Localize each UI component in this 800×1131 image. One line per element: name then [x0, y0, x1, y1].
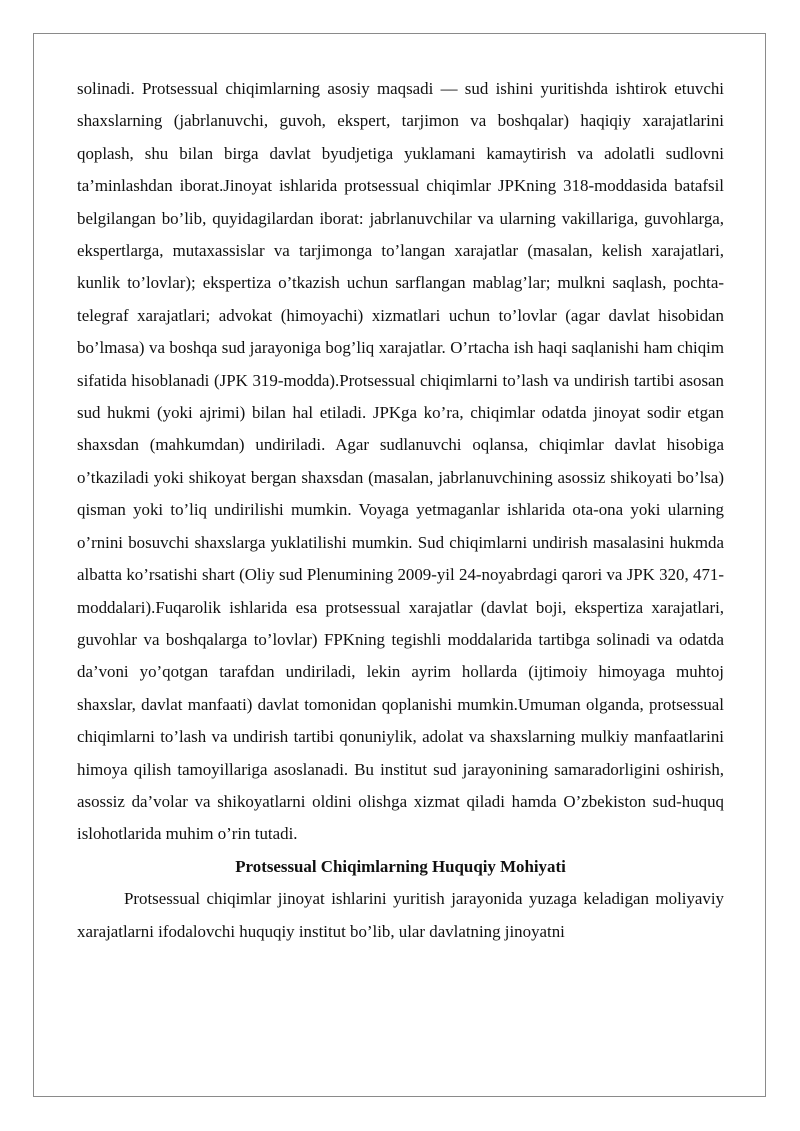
section-heading: Protsessual Chiqimlarning Huquqiy Mohiyati: [235, 856, 566, 876]
document-body: [77, 73, 724, 948]
body-paragraph: solinadi. Protsessual chiqimlarning asosiy maqsadi — sud ishini yuritishda ishtirok etuvchi shaxslarning (jabrlanuvchi, guvoh, ekspert, tarjimon va boshqalar) haqiqiy xarajatlarini qoplash, shu bilan birga davlat byudjetiga yuklamani kamaytirish va adolatli sudlovni ta’minlashdan iborat.Jinoyat ishlarida protsessual chiqimlar JPKning 318-moddasida batafsil belgilangan bo’lib, quyidagilardan iborat: jabrlanuvchilar va ularning vakillariga, guvohlarga, ekspertlarga, mutaxassislar va tarjimonga to’langan xarajatlar (masalan, kelish xarajatlari, kunlik to’lovlar); ekspertiza o’tkazish uchun sarflangan mablag’lar; mulkni saqlash, pochta-telegraf xarajatlari; advokat (himoyachi) xizmatlari uchun to’lovlar (agar davlat hisobidan bo’lmasa) va boshqa sud jarayoniga bog’liq xarajatlar. O’rtacha ish haqi saqlanishi ham chiqim sifatida hisoblanadi (JPK 319-modda).Protsessual chiqimlarni to’lash va undirish tartibi asosan sud hukmi (yoki ajrimi) bilan hal etiladi. JPKga ko’ra, chiqimlar odatda jinoyat sodir etgan shaxsdan (mahkumdan) undiriladi. Agar sudlanuvchi oqlansa, chiqimlar davlat hisobiga o’tkaziladi yoki shikoyat bergan shaxsdan (masalan, jabrlanuvchining asossiz shikoyati bo’lsa) qisman yoki to’liq undirilishi mumkin. Voyaga yetmaganlar ishlarida ota-ona yoki ularning o’rnini bosuvchi shaxslarga yuklatilishi mumkin. Sud chiqimlarni undirish masalasini hukmda albatta ko’rsatishi shart (Oliy sud Plenumining 2009-yil 24-noyabrdagi qarori va JPK 320, 471-moddalari).Fuqarolik ishlarida esa protsessual xarajatlar (davlat boji, ekspertiza xarajatlari, guvohlar va boshqalarga to’lovlar) FPKning tegishli moddalarida tartibga solinadi va odatda da’voni yo’qotgan tarafdan undiriladi, lekin ayrim hollarda (ijtimoiy himoyaga muhtoj shaxslar, davlat manfaati) davlat tomonidan qoplanishi mumkin.Umuman olganda, protsessual chiqimlarni to’lash va undirish tartibi qonuniylik, adolat va shaxslarning mulkiy manfaatlarini himoya qilish tamoyillariga asoslanadi. Bu institut sud jarayonining samaradorligini oshirish, asossiz da’volar va shikoyatlarni oldini olishga xizmat qiladi hamda O’zbekiston sud-huquq islohotlarida muhim o’rin tutadi.: [77, 79, 724, 844]
body-paragraph: Protsessual chiqimlar jinoyat ishlarini yuritish jarayonida yuzaga keladigan moliyaviy xarajatlarni ifodalovchi huquqiy institut bo’lib, ular davlatning jinoyatni: [77, 889, 724, 941]
